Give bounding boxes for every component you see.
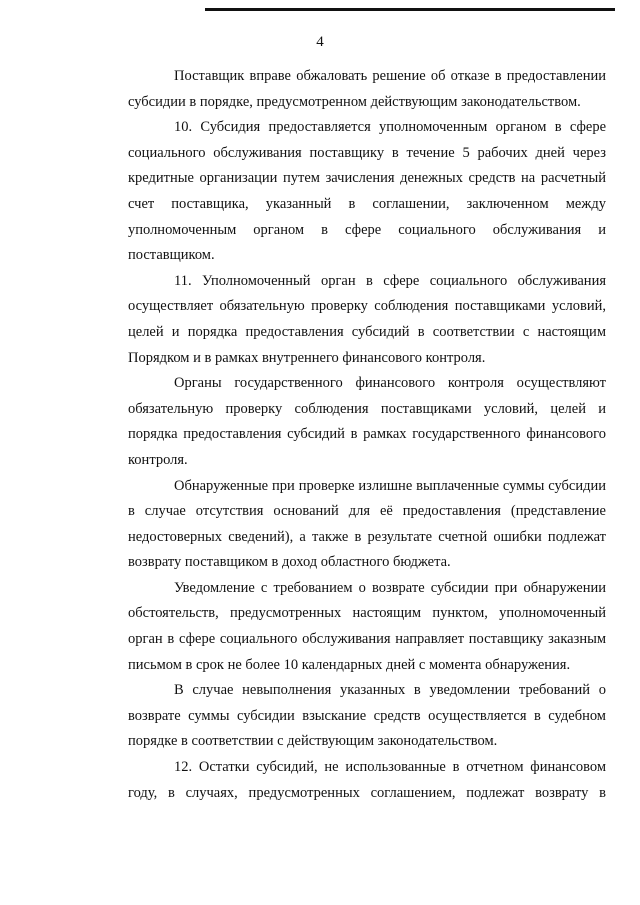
paragraph-appeal-right: Поставщик вправе обжаловать решение об отказе в предоставлении субсидии в порядке, предусмотренном действующим законодательством. [128,68,606,110]
paragraph-state-financial-control: Органы государственного финансового контроля осуществляют обязательную проверку соблюдения поставщиками условий, целей и порядка предоставления субсидий в рамках государственного финансового контроля. [128,375,606,468]
header-rule [205,8,615,11]
page-number: 4 [316,34,324,50]
document-body [128,64,606,806]
paragraph-return-notification: Уведомление с требованием о возврате субсидии при обнаружении обстоятельств, предусмотренных настоящим пунктом, уполномоченный орган в сфере социального обслуживания направляет поставщику заказным письмом в срок не более 10 календарных дней с момента обнаружения. [128,579,606,673]
paragraph-overpaid-amounts: Обнаруженные при проверке излишне выплаченные суммы субсидии в случае отсутствия оснований для её предоставления (представление недостоверных сведений), а также в результате счетной ошибки подлежат возврату поставщиком в доход областного бюджета. [128,477,606,571]
paragraph-judicial-recovery: В случае невыполнения указанных в уведомлении требований о возврате суммы субсидии взыскание средств осуществляется в судебном порядке в соответствии с действующим законодательством. [128,682,606,750]
paragraph-10-subsidy-provision: 10. Субсидия предоставляется уполномоченным органом в сфере социального обслуживания поставщику в течение 5 рабочих дней через кредитные организации путем зачисления денежных средств на расчетный счет поставщика, указанный в соглашении, заключенном между уполномоченным органом в сфере социального обслуживания и поставщиком. [128,119,606,264]
paragraph-12-unused-balances: 12. Остатки субсидий, не использованные в отчетном финансовом году, в случаях, предусмотренных соглашением, подлежат возврату в [128,759,606,801]
paragraph-11-mandatory-check: 11. Уполномоченный орган в сфере социального обслуживания осуществляет обязательную проверку соблюдения поставщиками условий, целей и порядка предоставления субсидий в соответствии с настоящим Порядком и в рамках внутреннего финансового контроля. [128,272,606,366]
